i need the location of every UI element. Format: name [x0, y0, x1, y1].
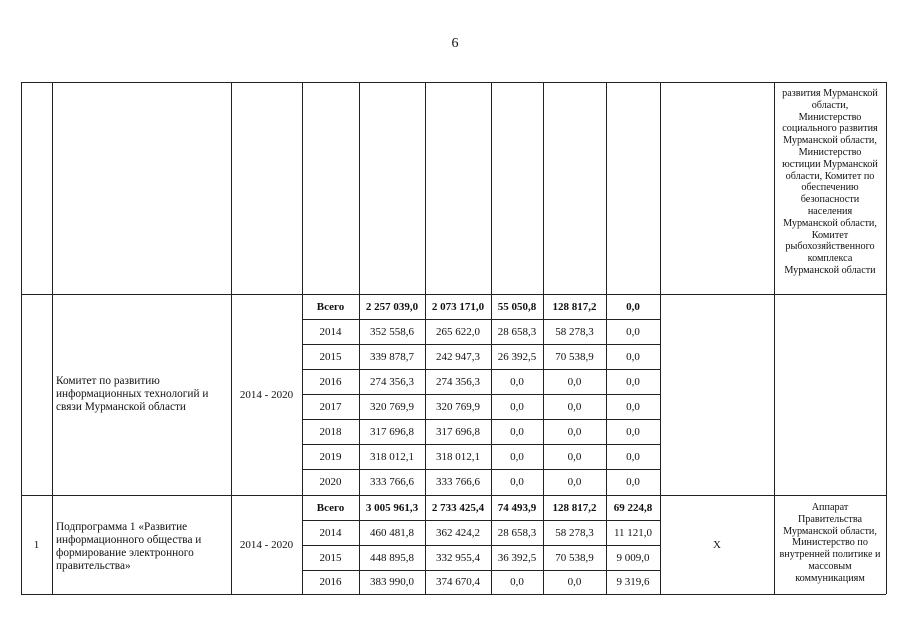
- amount-cell: 70 538,9: [555, 350, 594, 363]
- amount-cell: 70 538,9: [555, 551, 594, 564]
- amount-cell: 317 696,8: [436, 425, 480, 438]
- amount-cell: 352 558,6: [370, 325, 414, 338]
- page-number: 6: [451, 36, 459, 51]
- amount-cell: 332 955,4: [436, 551, 480, 564]
- year-label: 2016: [319, 576, 342, 588]
- year-label: 2019: [319, 450, 342, 463]
- amount-cell: 333 766,6: [370, 476, 414, 488]
- amount-cell: 9 009,0: [616, 551, 650, 564]
- amount-cell: 0,0: [567, 450, 582, 463]
- year-label: 2015: [319, 350, 342, 363]
- amount-cell: 318 012,1: [436, 450, 480, 463]
- responsible-executors-top-line: Мурманской области: [784, 264, 876, 276]
- table-border-top: [21, 82, 886, 83]
- responsible-executors-top-line: области, Комитет по: [785, 170, 875, 182]
- column-divider: [886, 82, 887, 594]
- amount-cell: 0,0: [510, 400, 524, 413]
- year-label: 2014: [319, 526, 342, 539]
- amount-cell: 242 947,3: [436, 350, 480, 363]
- amount-cell: 0,0: [510, 375, 524, 388]
- amount-cell: 0,0: [567, 375, 582, 388]
- year-label: 2018: [319, 425, 342, 438]
- period: 2014 - 2020: [239, 538, 294, 551]
- amount-cell: 265 622,0: [436, 325, 480, 338]
- responsible-executors-top: [776, 88, 884, 277]
- subprogram-name-line: формирование электронного: [56, 547, 194, 559]
- amount-cell: 320 769,9: [436, 400, 480, 413]
- amount-cell: 374 670,4: [436, 576, 480, 588]
- responsible-executors-top-line: обеспечению: [801, 182, 859, 194]
- responsible-executors-line: внутренней политике и: [779, 549, 881, 561]
- amount-cell: 0,0: [626, 450, 640, 463]
- executor-name: [56, 375, 229, 414]
- responsible-executors-top-line: социального развития: [782, 123, 878, 135]
- amount-cell: 333 766,6: [436, 476, 480, 488]
- amount-cell: 28 658,3: [497, 526, 537, 539]
- amount-cell: 0,0: [626, 476, 640, 488]
- amount-cell: 9 319,6: [616, 576, 650, 588]
- amount-cell: 58 278,3: [555, 526, 594, 539]
- amount-cell: 448 895,8: [370, 551, 414, 564]
- year-label: Всего: [316, 300, 345, 313]
- year-label: Всего: [316, 501, 345, 514]
- amount-cell: 0,0: [510, 476, 524, 488]
- amount-cell: 0,0: [626, 300, 640, 313]
- amount-cell: 460 481,8: [370, 526, 414, 539]
- responsible-executors-top-line: рыбохозяйственного: [785, 241, 875, 253]
- responsible-executors: [776, 502, 884, 585]
- amount-cell: 383 990,0: [370, 576, 414, 588]
- table-border-bottom: [21, 594, 886, 595]
- amount-cell: 0,0: [626, 375, 640, 388]
- responsible-executors-top-line: Мурманской области,: [783, 135, 877, 147]
- responsible-executors-top-line: развития Мурманской: [782, 88, 878, 99]
- responsible-executors-line: Аппарат: [811, 502, 849, 513]
- column-divider: [774, 82, 775, 594]
- amount-cell: 0,0: [567, 476, 582, 488]
- amount-cell: 0,0: [626, 350, 640, 363]
- subprogram-name-line: Подпрограмма 1 «Развитие: [56, 521, 188, 533]
- responsible-executors-line: коммуникациям: [795, 572, 865, 584]
- year-label: 2017: [319, 400, 342, 413]
- responsible-executors-line: Правительства: [797, 513, 863, 525]
- amount-cell: 339 878,7: [370, 350, 414, 363]
- responsible-executors-top-line: безопасности: [800, 194, 860, 206]
- amount-cell: 36 392,5: [497, 551, 537, 564]
- responsible-executors-top-line: области,: [811, 99, 849, 111]
- responsible-executors-line: массовым: [808, 560, 852, 572]
- amount-cell: 0,0: [510, 425, 524, 438]
- executor-name-line: связи Мурманской области: [56, 401, 186, 413]
- amount-cell: 69 224,8: [613, 501, 653, 514]
- amount-cell: 0,0: [510, 576, 524, 588]
- amount-cell: 128 817,2: [552, 501, 597, 514]
- amount-cell: 0,0: [626, 425, 640, 438]
- amount-cell: 2 073 171,0: [431, 300, 485, 313]
- year-label: 2015: [319, 551, 342, 564]
- amount-cell: 128 817,2: [552, 300, 597, 313]
- subprogram-name: [56, 521, 229, 573]
- year-label: 2016: [319, 375, 342, 388]
- year-label: 2020: [319, 476, 342, 488]
- row-number: 1: [33, 538, 40, 551]
- responsible-executors-top-line: Мурманской области,: [783, 217, 877, 229]
- amount-cell: 320 769,9: [370, 400, 414, 413]
- year-label: 2014: [319, 325, 342, 338]
- responsible-executors-top-line: населения: [807, 205, 853, 217]
- amount-cell: 0,0: [567, 400, 582, 413]
- column-divider: [52, 82, 53, 594]
- subprogram-name-line: правительства»: [56, 560, 131, 572]
- x-mark: Х: [713, 538, 721, 551]
- amount-cell: 28 658,3: [497, 325, 537, 338]
- amount-cell: 317 696,8: [370, 425, 414, 438]
- amount-cell: 3 005 961,3: [365, 501, 419, 514]
- amount-cell: 0,0: [626, 325, 640, 338]
- responsible-executors-top-line: юстиции Мурманской: [782, 158, 878, 170]
- responsible-executors-line: Министерство по: [792, 537, 868, 549]
- amount-cell: 362 424,2: [436, 526, 480, 539]
- amount-cell: 0,0: [567, 425, 582, 438]
- amount-cell: 318 012,1: [370, 450, 414, 463]
- amount-cell: 0,0: [626, 400, 640, 413]
- responsible-executors-line: Мурманской области,: [783, 525, 877, 537]
- responsible-executors-top-line: комплекса: [807, 253, 853, 265]
- amount-cell: 0,0: [567, 576, 582, 588]
- amount-cell: 0,0: [510, 450, 524, 463]
- responsible-executors-top-line: Комитет: [811, 229, 849, 241]
- subprogram-name-line: информационного общества и: [56, 534, 202, 546]
- responsible-executors-top-line: Министерство: [798, 146, 862, 158]
- amount-cell: 274 356,3: [436, 375, 480, 388]
- amount-cell: 2 733 425,4: [431, 501, 485, 514]
- period: 2014 - 2020: [239, 388, 294, 401]
- amount-cell: 26 392,5: [497, 350, 537, 363]
- amount-cell: 58 278,3: [555, 325, 594, 338]
- amount-cell: 11 121,0: [613, 526, 653, 539]
- amount-cell: 55 050,8: [497, 300, 537, 313]
- amount-cell: 74 493,9: [497, 501, 537, 514]
- responsible-executors-top-line: Министерство: [798, 111, 862, 123]
- executor-name-line: информационных технологий и: [56, 388, 209, 400]
- amount-cell: 274 356,3: [370, 375, 414, 388]
- executor-name-line: Комитет по развитию: [56, 375, 160, 387]
- amount-cell: 2 257 039,0: [365, 300, 419, 313]
